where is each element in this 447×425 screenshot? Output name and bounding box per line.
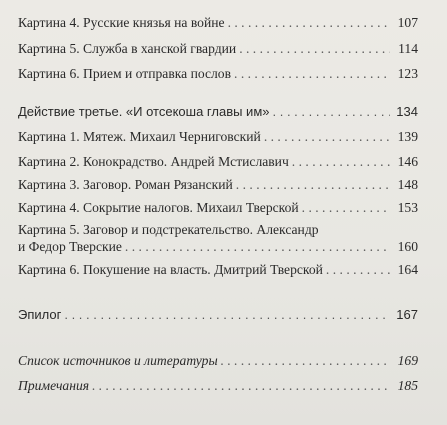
dot-leader — [264, 129, 390, 145]
dot-leader — [273, 104, 391, 120]
toc-entry-act-three — [18, 104, 418, 120]
toc-entry-act3-kartina-6 — [18, 262, 418, 278]
dot-leader — [92, 378, 390, 394]
toc-entry-label: Картина 3. Заговор. Роман Рязанский — [18, 177, 233, 192]
toc-entry-label: и Федор Тверские — [18, 239, 122, 254]
toc-entry-kartina-5 — [18, 41, 418, 57]
toc-entry-label: Картина 6. Прием и отправка послов — [18, 66, 232, 81]
toc-entry-label: Действие третье. «И отсекоша главы им» — [18, 104, 270, 119]
toc-page-number: 160 — [397, 239, 418, 254]
dot-leader — [302, 200, 390, 216]
toc-entry-label: Список источников и литературы — [18, 353, 218, 368]
toc-entry-notes — [18, 378, 418, 394]
dot-leader — [236, 177, 390, 193]
toc-entry-kartina-4 — [18, 15, 418, 31]
toc-page-number: 167 — [396, 307, 418, 322]
dot-leader — [234, 66, 390, 82]
toc-page-number: 114 — [398, 41, 418, 56]
toc-entry-epilog — [18, 307, 418, 323]
toc-page-number: 153 — [397, 200, 418, 215]
dot-leader — [239, 41, 390, 57]
toc-entry-act3-kartina-5-line1: Картина 5. Заговор и подстрекательство. Александр — [18, 222, 319, 237]
dot-leader — [228, 15, 390, 31]
toc-entry-label: Эпилог — [18, 307, 62, 322]
dot-leader — [221, 353, 390, 369]
toc-entry-act3-kartina-5 — [18, 239, 418, 255]
toc-page-number: 148 — [397, 177, 418, 192]
toc-page-number: 169 — [397, 353, 418, 368]
toc-entry-label: Картина 1. Мятеж. Михаил Черниговский — [18, 129, 261, 144]
toc-page-number: 139 — [397, 129, 418, 144]
toc-entry-label: Картина 4. Русские князья на войне — [18, 15, 225, 30]
toc-page-number: 146 — [397, 154, 418, 169]
toc-page-number: 134 — [396, 104, 418, 119]
toc-entry-label: Картина 2. Конокрадство. Андрей Мстиславич — [18, 154, 289, 169]
toc-entry-act3-kartina-2 — [18, 154, 418, 170]
dot-leader — [326, 262, 390, 278]
dot-leader — [64, 307, 390, 323]
dot-leader — [292, 154, 390, 170]
toc-entry-label: Картина 4. Сокрытие налогов. Михаил Тверской — [18, 200, 299, 215]
toc-entry-label: Картина 5. Служба в ханской гвардии — [18, 41, 237, 56]
toc-entry-label: Примечания — [18, 378, 90, 393]
dot-leader — [125, 239, 390, 255]
toc-entry-act3-kartina-3 — [18, 177, 418, 193]
toc-page-number: 123 — [397, 66, 418, 81]
toc-page-number: 107 — [397, 15, 418, 30]
toc-entry-kartina-6 — [18, 66, 418, 82]
toc-entry-label: Картина 6. Покушение на власть. Дмитрий Тверской — [18, 262, 323, 277]
toc-page-number: 164 — [397, 262, 418, 277]
toc-page-number: 185 — [397, 378, 418, 393]
toc-entry-act3-kartina-4 — [18, 200, 418, 216]
toc-entry-act3-kartina-1 — [18, 129, 418, 145]
toc-entry-sources — [18, 353, 418, 369]
